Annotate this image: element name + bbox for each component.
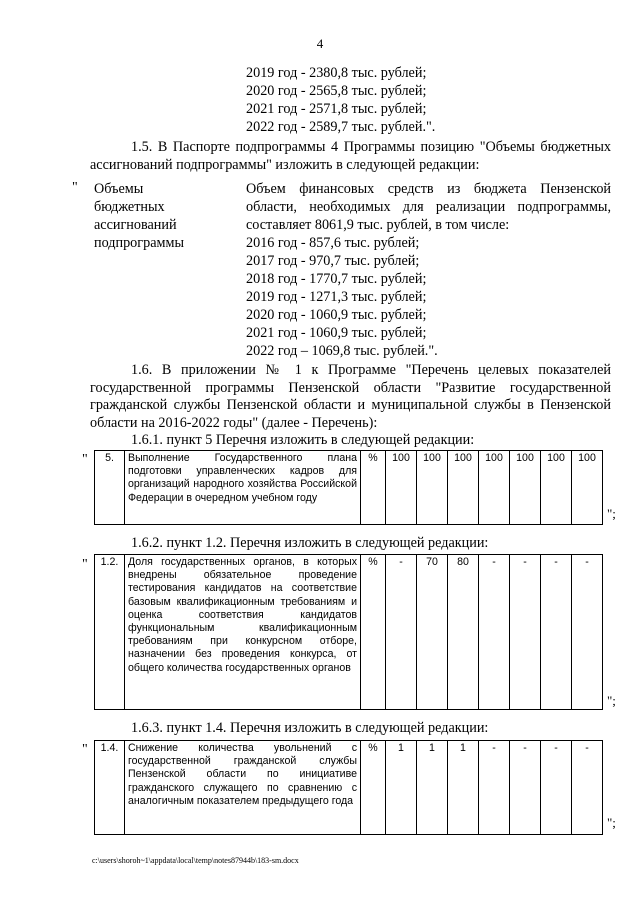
passport-year: 2019 год - 1271,3 тыс. рублей;: [246, 289, 427, 305]
table2-open-quote: ": [82, 557, 88, 572]
value-cell: 1: [386, 741, 417, 835]
paragraph-1-6-3: 1.6.3. пункт 1.4. Перечня изложить в следующей редакции:: [131, 720, 489, 736]
value-cell: 100: [479, 451, 510, 525]
value-cell: 80: [448, 555, 479, 710]
value-cell: -: [541, 741, 572, 835]
value-cell: 1: [448, 741, 479, 835]
value-cell: 100: [386, 451, 417, 525]
value-cell: 70: [417, 555, 448, 710]
passport-content: [246, 180, 611, 360]
value-cell: -: [510, 741, 541, 835]
table2-close-quote: ";: [607, 693, 616, 708]
page-number: 4: [316, 36, 324, 51]
value-cell: 1: [417, 741, 448, 835]
paragraph-1-6-2: 1.6.2. пункт 1.2. Перечня изложить в следующей редакции:: [131, 535, 489, 551]
value-cell: -: [541, 555, 572, 710]
table-row: [95, 451, 603, 525]
paragraph-1-5: 1.5. В Паспорте подпрограммы 4 Программы позицию "Объемы бюджетных ассигнований подпрограммы" изложить в следующей редакции:: [90, 139, 611, 173]
passport-year: 2017 год - 970,7 тыс. рублей;: [246, 253, 420, 269]
value-cell: -: [572, 741, 603, 835]
top-years-list: [246, 64, 435, 136]
passport-year: 2016 год - 857,6 тыс. рублей;: [246, 235, 420, 251]
passport-intro: Объем финансовых средств из бюджета Пензенской области, необходимых для реализации подпрограммы, составляет 8061,9 тыс. рублей, в том числе:: [246, 181, 611, 233]
table1-close-quote: ";: [607, 506, 616, 521]
item-description: Доля государственных органов, в которых внедрены обязательное проведение тестирования кандидатов на соответствие базовым квалификационным требованиям и оценка соответствия кандидатов функциональным квалификационным требованиям при конкурсном отборе, назначении без проведения конкурса, от общего количества государственных органов: [125, 555, 361, 710]
year-line: 2020 год - 2565,8 тыс. рублей;: [246, 83, 427, 99]
paragraph-1-6: 1.6. В приложении № 1 к Программе "Перечень целевых показателей государственной программы Пензенской области "Развитие государственной гражданской службы Пензенской области и муниципальной службы в Пензенской области на 2016-2022 годы" (далее - Перечень):: [90, 362, 611, 431]
passport-year: 2020 год - 1060,9 тыс. рублей;: [246, 307, 427, 323]
item-unit: %: [361, 741, 386, 835]
open-quote: ": [72, 180, 78, 195]
paragraph-1-6-1: 1.6.1. пункт 5 Перечня изложить в следующей редакции:: [131, 432, 475, 448]
table-row: [95, 555, 603, 710]
item-number: 1.2.: [95, 555, 125, 710]
value-cell: 100: [541, 451, 572, 525]
passport-year: 2018 год - 1770,7 тыс. рублей;: [246, 271, 427, 287]
value-cell: -: [572, 555, 603, 710]
year-line: 2021 год - 2571,8 тыс. рублей;: [246, 101, 427, 117]
indicator-table-item-1-4: [94, 740, 603, 835]
value-cell: -: [510, 555, 541, 710]
table-row: [95, 741, 603, 835]
value-cell: -: [386, 555, 417, 710]
item-number: 1.4.: [95, 741, 125, 835]
footer-file-path: c:\users\shoroh~1\appdata\local\temp\notes87944b\183-sm.docx: [92, 856, 299, 865]
item-unit: %: [361, 451, 386, 525]
year-line: 2019 год - 2380,8 тыс. рублей;: [246, 65, 427, 81]
value-cell: -: [479, 741, 510, 835]
table3-open-quote: ": [82, 742, 88, 757]
table1-open-quote: ": [82, 452, 88, 467]
value-cell: -: [479, 555, 510, 710]
indicator-table-item-1-2: [94, 554, 603, 710]
value-cell: 100: [572, 451, 603, 525]
passport-label: [94, 180, 184, 252]
passport-year: 2022 год – 1069,8 тыс. рублей.".: [246, 343, 438, 359]
value-cell: 100: [417, 451, 448, 525]
label-line: ассигнований: [94, 217, 177, 233]
indicator-table-item-5: [94, 450, 603, 525]
value-cell: 100: [510, 451, 541, 525]
item-description: Снижение количества увольнений с государственной гражданской службы Пензенской области по инициативе гражданского служащего по сравнению с аналогичным показателем предыдущего года: [125, 741, 361, 835]
item-unit: %: [361, 555, 386, 710]
label-line: подпрограммы: [94, 235, 184, 251]
year-line: 2022 год - 2589,7 тыс. рублей.".: [246, 119, 436, 135]
label-line: бюджетных: [94, 199, 165, 215]
table3-close-quote: ";: [607, 815, 616, 830]
item-number: 5.: [95, 451, 125, 525]
label-line: Объемы: [94, 181, 144, 197]
item-description: Выполнение Государственного плана подготовки управленческих кадров для организаций народного хозяйства Российской Федерации в очередном учебном году: [125, 451, 361, 525]
value-cell: 100: [448, 451, 479, 525]
passport-year: 2021 год - 1060,9 тыс. рублей;: [246, 325, 427, 341]
